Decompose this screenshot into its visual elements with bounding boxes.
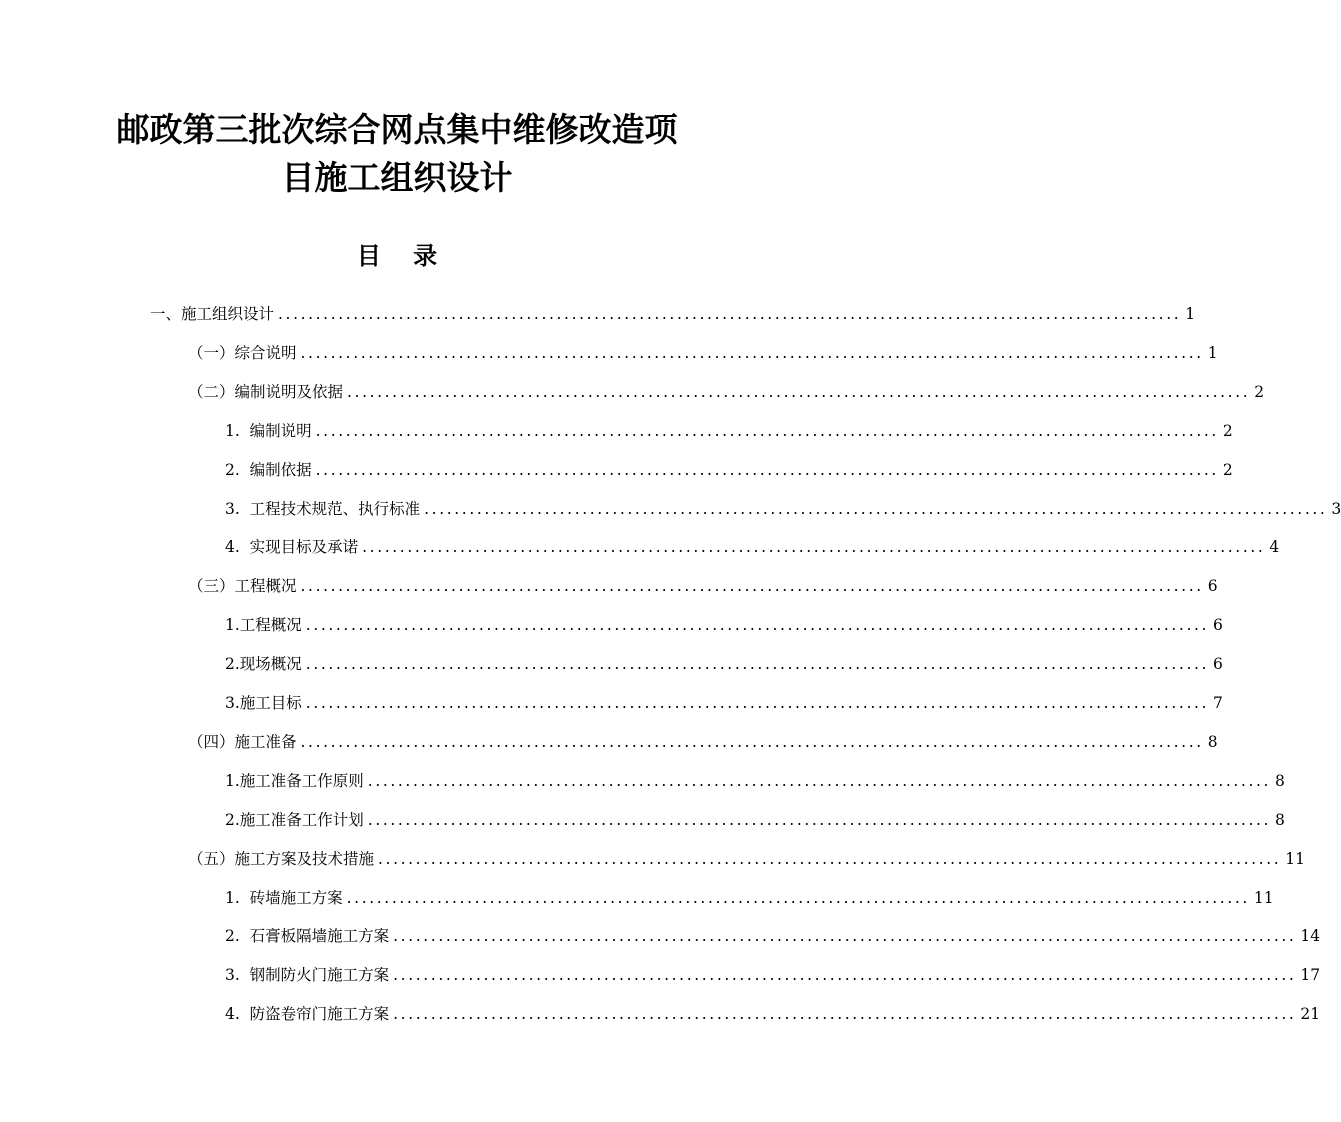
toc-entry[interactable]: [225, 497, 1341, 525]
toc-entry[interactable]: [225, 652, 1223, 680]
toc-dot-leader: ........................................................................................................................: [315, 460, 1219, 479]
toc-entry-page: 2: [1222, 460, 1233, 479]
toc-entry-label: 1.工程概况: [225, 616, 302, 635]
toc-dot-leader: ........................................................................................................................: [362, 538, 1266, 557]
toc-entry-page: 2: [1254, 382, 1265, 401]
toc-entry[interactable]: [188, 574, 1218, 602]
toc-entry-label: 2. 石膏板隔墙施工方案: [225, 927, 390, 946]
toc-entry-page: 6: [1213, 655, 1223, 674]
toc-dot-leader: ........................................................................................................................: [305, 655, 1210, 674]
toc-entry[interactable]: [225, 691, 1223, 719]
toc-entry-page: 8: [1275, 771, 1285, 790]
toc-entry-page: 8: [1275, 810, 1285, 829]
toc-entry-label: 3.施工目标: [225, 694, 302, 712]
toc-entry-label: 1.施工准备工作原则: [225, 771, 364, 790]
toc-entry-label: 4. 实现目标及承诺: [225, 538, 359, 557]
toc-entry[interactable]: [188, 730, 1218, 758]
toc-entry-label: 一、施工组织设计: [150, 305, 275, 323]
toc-entry-label: （一）综合说明: [188, 343, 297, 362]
toc-entry-label: （二）编制说明及依据: [188, 382, 344, 401]
toc-entry-page: 21: [1300, 1005, 1321, 1024]
toc-entry-label: 1. 编制说明: [225, 421, 312, 440]
toc-entry[interactable]: [188, 380, 1265, 408]
toc-dot-leader: ........................................................................................................................: [300, 577, 1204, 596]
toc-dot-leader: ........................................................................................................................: [393, 966, 1297, 985]
toc-entry-label: 2.现场概况: [225, 655, 302, 674]
toc-entry-page: 2: [1222, 421, 1233, 440]
toc-entry-page: 1: [1207, 343, 1218, 362]
toc-entry-label: 1. 砖墙施工方案: [225, 888, 343, 907]
toc-entry-label: （四）施工准备: [188, 732, 297, 751]
toc-dot-leader: ........................................................................................................................: [346, 888, 1250, 907]
document-title: [0, 106, 794, 202]
toc-dot-leader: ........................................................................................................................: [278, 305, 1182, 323]
toc-entry-label: 4. 防盗卷帘门施工方案: [225, 1005, 390, 1024]
toc-entry-page: 6: [1207, 577, 1218, 596]
toc-entry-page: 11: [1285, 849, 1305, 868]
toc-entry[interactable]: [225, 808, 1285, 836]
toc-dot-leader: ........................................................................................................................: [393, 927, 1297, 946]
toc-entry[interactable]: [225, 613, 1223, 641]
toc-dot-leader: ........................................................................................................................: [305, 616, 1210, 635]
toc-entry[interactable]: [188, 847, 1305, 875]
toc-entry[interactable]: [225, 419, 1233, 447]
toc-entry[interactable]: [225, 963, 1321, 991]
toc-entry-page: 6: [1213, 616, 1223, 635]
toc-dot-leader: ........................................................................................................................: [305, 694, 1210, 712]
toc-entry-label: 2.施工准备工作计划: [225, 810, 364, 829]
toc-entry-page: 4: [1269, 538, 1280, 557]
toc-dot-leader: ........................................................................................................................: [300, 343, 1204, 362]
toc-entry-label: （三）工程概况: [188, 577, 297, 596]
toc-entry-label: 2. 编制依据: [225, 460, 312, 479]
toc-entry-page: 1: [1185, 305, 1196, 323]
toc-entry-page: 7: [1213, 694, 1223, 712]
toc-entry[interactable]: [225, 458, 1233, 486]
title-line-1: 邮政第三批次综合网点集中维修改造项: [116, 110, 678, 149]
toc-entry[interactable]: [150, 302, 1196, 330]
title-line-2: 目施工组织设计: [281, 158, 513, 197]
toc-entry-page: 8: [1207, 732, 1218, 751]
toc-entry-label: 3. 工程技术规范、执行标准: [225, 499, 421, 518]
toc-entry-label: 3. 钢制防火门施工方案: [225, 966, 390, 985]
toc-entry-page: 14: [1300, 927, 1321, 946]
toc-heading: 目 录: [356, 242, 450, 270]
toc-dot-leader: ........................................................................................................................: [367, 810, 1272, 829]
toc-entry[interactable]: [225, 924, 1321, 952]
toc-entry[interactable]: [225, 769, 1285, 797]
toc-dot-leader: ........................................................................................................................: [367, 771, 1272, 790]
toc-dot-leader: ........................................................................................................................: [315, 421, 1219, 440]
toc-dot-leader: ........................................................................................................................: [424, 499, 1328, 518]
toc-dot-leader: ........................................................................................................................: [300, 732, 1204, 751]
toc-entry-label: （五）施工方案及技术措施: [188, 849, 375, 868]
toc-entry-page: 11: [1253, 888, 1274, 907]
toc-entry[interactable]: [188, 341, 1218, 369]
toc-entry[interactable]: [225, 535, 1280, 563]
toc-dot-leader: ........................................................................................................................: [347, 382, 1251, 401]
toc-entry-page: 17: [1300, 966, 1321, 985]
toc-entry[interactable]: [225, 886, 1274, 914]
toc-entry-page: 3: [1331, 499, 1341, 518]
toc-dot-leader: ........................................................................................................................: [378, 849, 1282, 868]
toc-entry[interactable]: [225, 1002, 1321, 1030]
toc-dot-leader: ........................................................................................................................: [393, 1005, 1297, 1024]
